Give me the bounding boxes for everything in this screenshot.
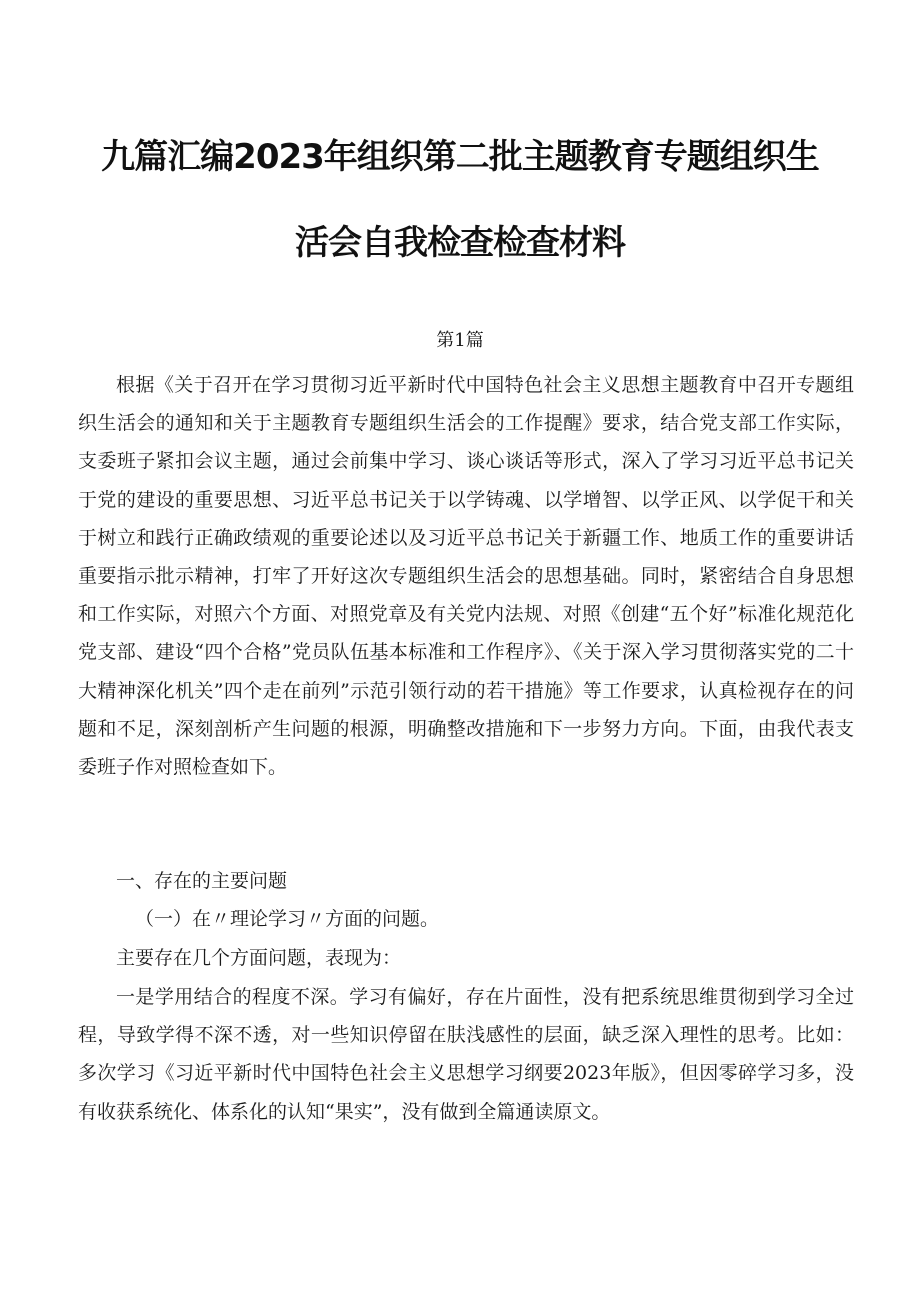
body-block-point-one <box>78 978 854 1131</box>
body-block-intro <box>78 366 854 786</box>
body-block-section-heading <box>78 862 854 900</box>
paragraph-intro: 根据《关于召开在学习贯彻习近平新时代中国特色社会主义思想主题教育中召开专题组织生活会的通知和关于主题教育专题组织生活会的工作提醒》要求，结合党支部工作实际，支委班子紧扣会议主题，通过会前集中学习、谈心谈话等形式，深入了学习习近平总书记关于党的建设的重要思想、习近平总书记关于以学铸魂、以学增智、以学正风、以学促干和关于树立和践行正确政绩观的重要论述以及习近平总书记关于新疆工作、地质工作的重要讲话重要指示批示精神，打牢了开好这次专题组织生活会的思想基础。同时，紧密结合自身思想和工作实际，对照六个方面、对照党章及有关党内法规、对照《创建“五个好”标准化规范化党支部、建设“四个合格”党员队伍基本标准和工作程序》、《关于深入学习贯彻落实党的二十大精神深化机关”四个走在前列”示范引领行动的若干措施》等工作要求，认真检视存在的问题和不足，深刻剖析产生问题的根源，明确整改措施和下一步努力方向。下面，由我代表支委班子作对照检查如下。 <box>78 374 854 779</box>
body-block-subsection-heading <box>78 900 854 938</box>
chapter-heading: 第1篇 <box>436 330 484 351</box>
subsection-heading-theory-study: （一）在〃理论学习〃方面的问题。 <box>135 908 440 930</box>
document-title-line-1: 九篇汇编2023年组织第二批主题教育专题组织生 <box>101 137 819 177</box>
paragraph-summary: 主要存在几个方面问题，表现为： <box>116 947 402 969</box>
document-title-line-2: 活会自我检查检查材料 <box>295 223 625 263</box>
paragraph-point-one: 一是学用结合的程度不深。学习有偏好，存在片面性，没有把系统思维贯彻到学习全过程，导致学得不深不透，对一些知识停留在肤浅感性的层面，缺乏深入理性的思考。比如：多次学习《习近平新时代中国特色社会主义思想学习纲要2023年版》，但因零碎学习多，没有收获系统化、体系化的认知“果实”，没有做到全篇通读原文。 <box>78 986 854 1123</box>
section-heading-main-problems: 一、存在的主要问题 <box>116 870 288 892</box>
body-block-summary <box>78 939 854 977</box>
